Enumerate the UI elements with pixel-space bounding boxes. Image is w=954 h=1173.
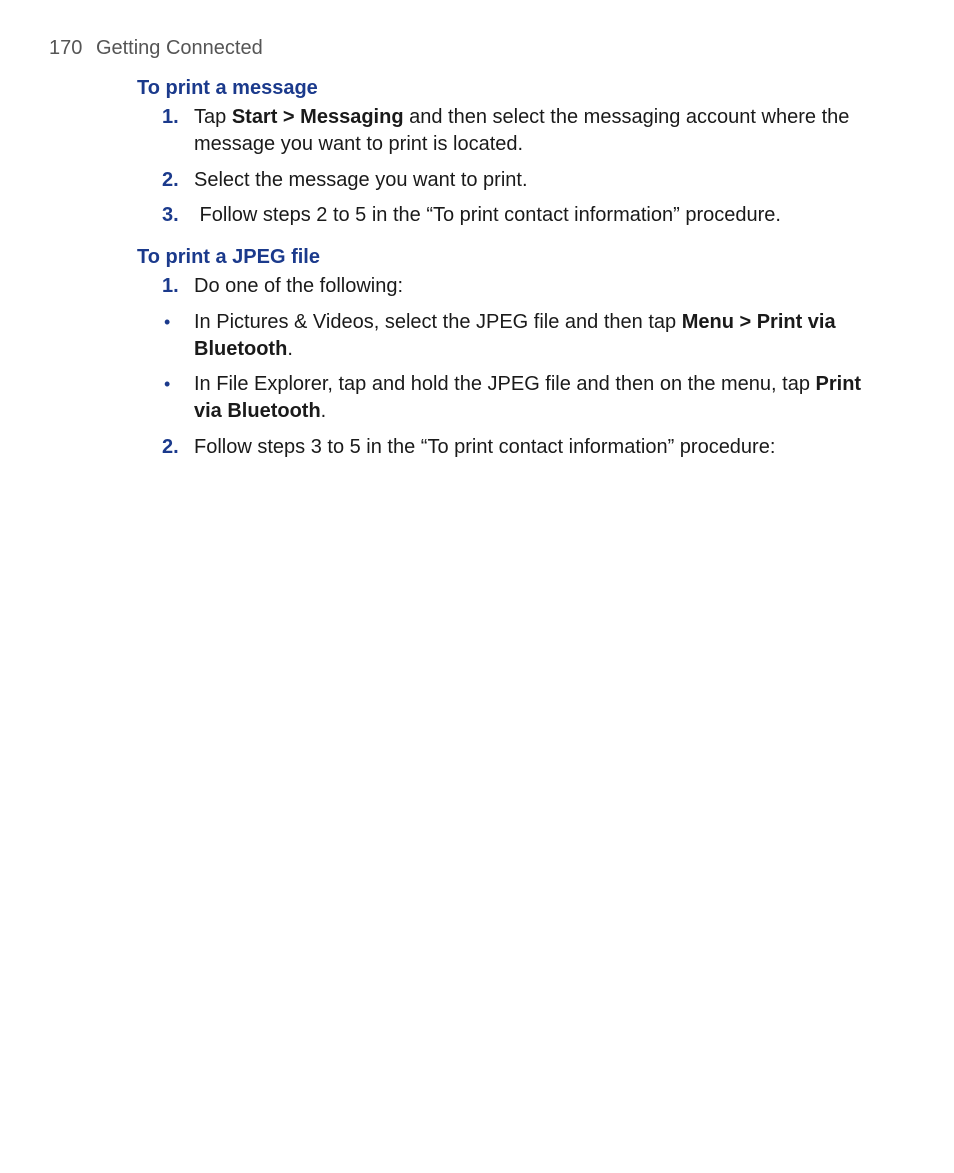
step-item xyxy=(162,167,862,194)
step-text: Follow steps 3 to 5 in the “To print contact information” procedure: xyxy=(194,436,776,458)
step-text: Follow steps 2 to 5 in the “To print contact information” procedure. xyxy=(194,204,781,226)
step-text: Select the message you want to print. xyxy=(194,169,528,191)
ui-path: Print via Bluetooth xyxy=(194,373,862,422)
bullet-item xyxy=(162,371,862,425)
step-number: 1. xyxy=(162,275,179,297)
ui-path: Start > Messaging xyxy=(231,106,404,128)
step-number: 3. xyxy=(162,204,179,226)
bullet-text: In File Explorer, tap and hold the JPEG file and then on the menu, tap Print via Bluetooth. xyxy=(194,373,862,422)
section-title: Getting Connected xyxy=(95,37,263,59)
page-number: 170 xyxy=(49,37,83,59)
procedure-heading-print-message: To print a message xyxy=(137,77,318,99)
procedure-heading-print-jpeg: To print a JPEG file xyxy=(137,246,320,268)
bullet-text: In Pictures & Videos, select the JPEG file and then tap Menu > Print via Bluetooth. xyxy=(194,311,836,360)
bullet-item xyxy=(162,309,862,363)
step-item xyxy=(162,104,862,158)
step-number: 1. xyxy=(162,106,179,128)
step-number: 2. xyxy=(162,436,179,458)
bullet-icon: • xyxy=(164,312,171,332)
step-text: Do one of the following: xyxy=(194,275,404,297)
step-number: 2. xyxy=(162,169,179,191)
step-item xyxy=(162,202,862,229)
step-text: Tap Start > Messaging and then select the messaging account where the message you want to print is located. xyxy=(194,106,850,155)
running-header xyxy=(49,37,263,60)
step-item xyxy=(162,434,862,461)
step-item xyxy=(162,273,862,300)
bullet-icon: • xyxy=(164,374,171,394)
ui-path: Menu > Print via Bluetooth xyxy=(194,311,836,360)
